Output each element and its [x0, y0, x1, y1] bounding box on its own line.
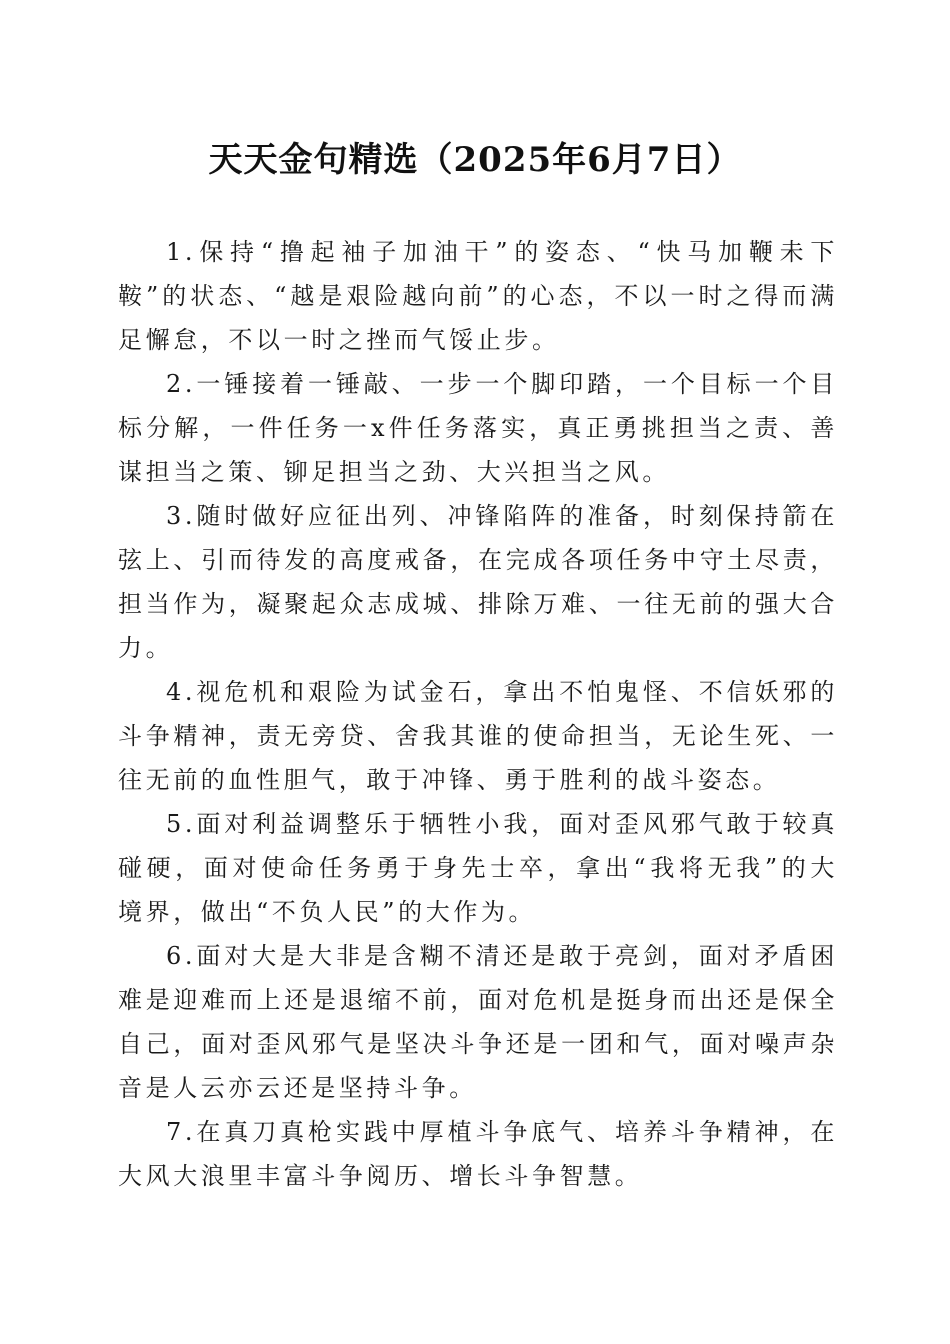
- paragraph-3: 3.随时做好应征出列、冲锋陷阵的准备，时刻保持箭在弦上、引而待发的高度戒备，在完成各项任务中守土尽责，担当作为，凝聚起众志成城、排除万难、一往无前的强大合力。: [118, 502, 838, 662]
- paragraph-7: 7.在真刀真枪实践中厚植斗争底气、培养斗争精神，在大风大浪里丰富斗争阅历、增长斗争智慧。: [118, 1118, 838, 1190]
- paragraph-2: 2.一锤接着一锤敲、一步一个脚印踏，一个目标一个目标分解，一件任务一x件任务落实，真正勇挑担当之责、善谋担当之策、铆足担当之劲、大兴担当之风。: [118, 370, 838, 486]
- document-body: [118, 230, 838, 1198]
- paragraph-4: 4.视危机和艰险为试金石，拿出不怕鬼怪、不信妖邪的斗争精神，责无旁贷、舍我其谁的使命担当，无论生死、一往无前的血性胆气，敢于冲锋、勇于胜利的战斗姿态。: [118, 678, 838, 794]
- paragraph-5: 5.面对利益调整乐于牺牲小我，面对歪风邪气敢于较真碰硬，面对使命任务勇于身先士卒，拿出“我将无我”的大境界，做出“不负人民”的大作为。: [118, 810, 838, 926]
- paragraph-6: 6.面对大是大非是含糊不清还是敢于亮剑，面对矛盾困难是迎难而上还是退缩不前，面对危机是挺身而出还是保全自己，面对歪风邪气是坚决斗争还是一团和气，面对噪声杂音是人云亦云还是坚持斗争。: [118, 942, 838, 1102]
- paragraph-1: 1.保持“撸起袖子加油干”的姿态、“快马加鞭未下鞍”的状态、“越是艰险越向前”的心态，不以一时之得而满足懈怠，不以一时之挫而气馁止步。: [118, 238, 838, 354]
- document-title: 天天金句精选（2025年6月7日）: [208, 140, 742, 180]
